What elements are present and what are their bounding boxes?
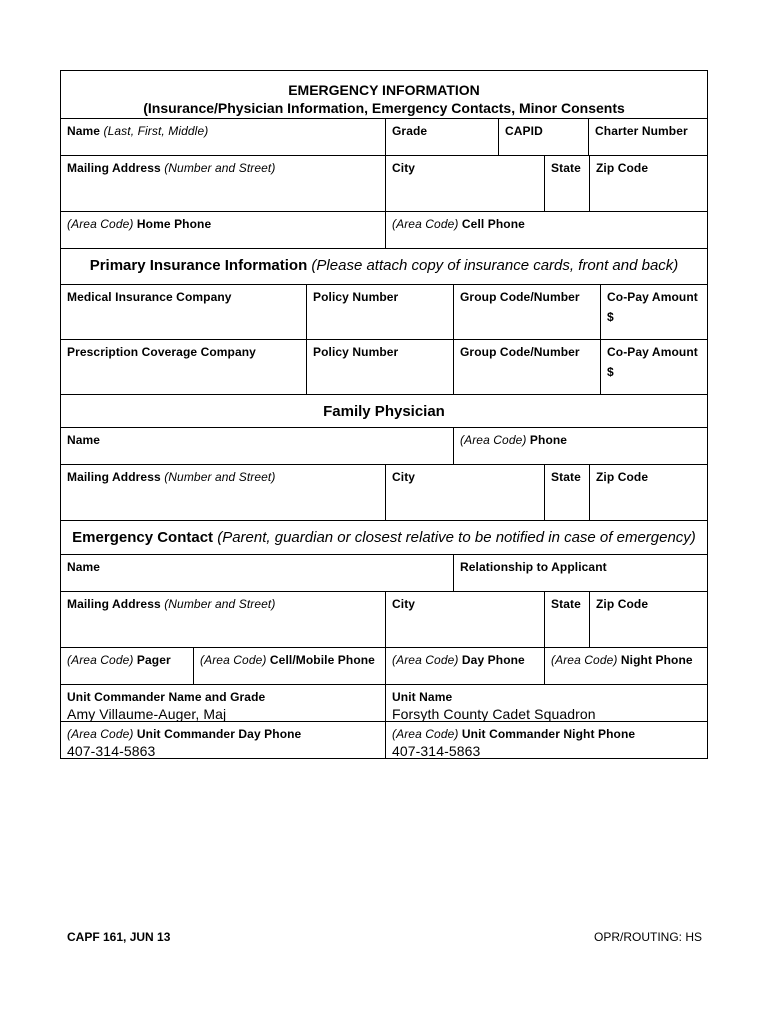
unit-commander-row bbox=[61, 684, 707, 721]
medical-copay-dollar: $ bbox=[607, 310, 614, 324]
insurance-heading-text: Primary Insurance Information bbox=[89, 257, 308, 274]
physician-address-label: Mailing Address bbox=[67, 470, 161, 484]
prescription-company-field[interactable] bbox=[61, 340, 306, 394]
medical-copay-label: Co-Pay Amount bbox=[607, 290, 698, 304]
emergency-state-label: State bbox=[551, 597, 581, 611]
unit-night-phone-area-code: (Area Code) bbox=[392, 727, 459, 741]
mailing-address-hint: (Number and Street) bbox=[164, 161, 276, 175]
prescription-policy-number-field[interactable] bbox=[306, 340, 453, 394]
insurance-heading-hint: (Please attach copy of insurance cards, front and back) bbox=[311, 257, 679, 274]
charter-number-label: Charter Number bbox=[595, 124, 688, 138]
mailing-address-field[interactable] bbox=[61, 156, 385, 211]
prescription-policy-number-label: Policy Number bbox=[313, 345, 399, 359]
prescription-copay-field[interactable] bbox=[600, 340, 707, 394]
medical-group-code-field[interactable] bbox=[453, 285, 600, 339]
emergency-name-field[interactable] bbox=[61, 555, 453, 591]
night-phone-field[interactable] bbox=[544, 648, 707, 684]
physician-address-row bbox=[61, 464, 707, 520]
pager-field[interactable] bbox=[61, 648, 193, 684]
zip-code-label: Zip Code bbox=[596, 161, 649, 175]
emergency-city-field[interactable] bbox=[385, 592, 544, 647]
medical-insurance-company-field[interactable] bbox=[61, 285, 306, 339]
unit-day-phone-area-code: (Area Code) bbox=[67, 727, 134, 741]
physician-name-row bbox=[61, 427, 707, 464]
cell-mobile-area-code: (Area Code) bbox=[200, 653, 267, 667]
medical-insurance-company-label: Medical Insurance Company bbox=[67, 290, 232, 304]
prescription-copay-dollar: $ bbox=[607, 365, 614, 379]
emergency-state-field[interactable] bbox=[544, 592, 589, 647]
cell-phone-label: Cell Phone bbox=[461, 217, 525, 231]
day-phone-area-code: (Area Code) bbox=[392, 653, 459, 667]
name-row bbox=[61, 118, 707, 155]
relationship-field[interactable] bbox=[453, 555, 707, 591]
emergency-address-row bbox=[61, 591, 707, 647]
form-title bbox=[61, 71, 707, 118]
prescription-row bbox=[61, 339, 707, 394]
physician-state-label: State bbox=[551, 470, 581, 484]
medical-policy-number-field[interactable] bbox=[306, 285, 453, 339]
opr-routing: OPR/ROUTING: HS bbox=[593, 930, 702, 944]
unit-day-phone-field[interactable] bbox=[61, 722, 385, 758]
physician-name-field[interactable] bbox=[61, 428, 453, 464]
unit-name-field[interactable] bbox=[385, 685, 707, 721]
medical-policy-number-label: Policy Number bbox=[313, 290, 399, 304]
emergency-phone-row bbox=[61, 647, 707, 684]
unit-day-phone-label: Unit Commander Day Phone bbox=[136, 727, 302, 741]
pager-label: Pager bbox=[136, 653, 171, 667]
charter-number-field[interactable] bbox=[588, 119, 707, 155]
unit-name-value: Forsyth County Cadet Squadron bbox=[392, 706, 596, 722]
city-label: City bbox=[392, 161, 416, 175]
unit-day-phone-value: 407-314-5863 bbox=[67, 743, 156, 759]
night-phone-label: Night Phone bbox=[620, 653, 693, 667]
emergency-information-form bbox=[60, 70, 708, 759]
emergency-zip-label: Zip Code bbox=[596, 597, 649, 611]
cell-mobile-phone-field[interactable] bbox=[193, 648, 385, 684]
capid-field[interactable] bbox=[498, 119, 588, 155]
name-field[interactable] bbox=[61, 119, 385, 155]
grade-label: Grade bbox=[392, 124, 428, 138]
day-phone-label: Day Phone bbox=[461, 653, 525, 667]
cell-phone-field[interactable] bbox=[385, 212, 707, 248]
emergency-address-hint: (Number and Street) bbox=[164, 597, 276, 611]
capid-label: CAPID bbox=[505, 124, 543, 138]
physician-phone-area-code: (Area Code) bbox=[460, 433, 527, 447]
cell-phone-area-code: (Area Code) bbox=[392, 217, 459, 231]
physician-address-field[interactable] bbox=[61, 465, 385, 520]
emergency-address-label: Mailing Address bbox=[67, 597, 161, 611]
unit-commander-value: Amy Villaume-Auger, Maj bbox=[67, 706, 227, 722]
emergency-zip-field[interactable] bbox=[589, 592, 707, 647]
physician-city-field[interactable] bbox=[385, 465, 544, 520]
physician-name-label: Name bbox=[67, 433, 101, 447]
medical-copay-field[interactable] bbox=[600, 285, 707, 339]
physician-heading-text: Family Physician bbox=[323, 403, 445, 420]
name-hint: (Last, First, Middle) bbox=[103, 124, 209, 138]
grade-field[interactable] bbox=[385, 119, 498, 155]
physician-phone-field[interactable] bbox=[453, 428, 707, 464]
prescription-group-code-field[interactable] bbox=[453, 340, 600, 394]
emergency-contact-heading-hint: (Parent, guardian or closest relative to be notified in case of emergency) bbox=[217, 529, 696, 546]
form-title-line2: (Insurance/Physician Information, Emergency Contacts, Minor Consents bbox=[143, 100, 625, 116]
physician-address-hint: (Number and Street) bbox=[164, 470, 276, 484]
unit-phone-row bbox=[61, 721, 707, 758]
prescription-copay-label: Co-Pay Amount bbox=[607, 345, 698, 359]
city-field[interactable] bbox=[385, 156, 544, 211]
state-field[interactable] bbox=[544, 156, 589, 211]
home-phone-label: Home Phone bbox=[136, 217, 212, 231]
name-label: Name bbox=[67, 124, 101, 138]
phone-row bbox=[61, 211, 707, 248]
unit-commander-label: Unit Commander Name and Grade bbox=[67, 690, 266, 704]
unit-night-phone-value: 407-314-5863 bbox=[392, 743, 481, 759]
home-phone-area-code: (Area Code) bbox=[67, 217, 134, 231]
medical-group-code-label: Group Code/Number bbox=[460, 290, 580, 304]
emergency-contact-heading-text: Emergency Contact bbox=[72, 529, 214, 546]
unit-night-phone-label: Unit Commander Night Phone bbox=[461, 727, 636, 741]
unit-night-phone-field[interactable] bbox=[385, 722, 707, 758]
emergency-city-label: City bbox=[392, 597, 416, 611]
day-phone-field[interactable] bbox=[385, 648, 544, 684]
prescription-company-label: Prescription Coverage Company bbox=[67, 345, 256, 359]
form-identifier: CAPF 161, JUN 13 bbox=[67, 930, 171, 944]
insurance-heading bbox=[61, 248, 707, 284]
night-phone-area-code: (Area Code) bbox=[551, 653, 618, 667]
form-title-line1: EMERGENCY INFORMATION bbox=[288, 82, 480, 98]
address-row bbox=[61, 155, 707, 211]
zip-code-field[interactable] bbox=[589, 156, 707, 211]
mailing-address-label: Mailing Address bbox=[67, 161, 161, 175]
physician-city-label: City bbox=[392, 470, 416, 484]
physician-heading bbox=[61, 394, 707, 427]
emergency-name-row bbox=[61, 554, 707, 591]
cell-mobile-label: Cell/Mobile Phone bbox=[269, 653, 375, 667]
physician-zip-field[interactable] bbox=[589, 465, 707, 520]
emergency-name-label: Name bbox=[67, 560, 101, 574]
emergency-contact-heading bbox=[61, 520, 707, 554]
physician-state-field[interactable] bbox=[544, 465, 589, 520]
relationship-label: Relationship to Applicant bbox=[460, 560, 607, 574]
prescription-group-code-label: Group Code/Number bbox=[460, 345, 580, 359]
unit-name-label: Unit Name bbox=[392, 690, 453, 704]
physician-zip-label: Zip Code bbox=[596, 470, 649, 484]
emergency-address-field[interactable] bbox=[61, 592, 385, 647]
medical-insurance-row bbox=[61, 284, 707, 339]
home-phone-field[interactable] bbox=[61, 212, 385, 248]
pager-area-code: (Area Code) bbox=[67, 653, 134, 667]
physician-phone-label: Phone bbox=[529, 433, 568, 447]
state-label: State bbox=[551, 161, 581, 175]
unit-commander-field[interactable] bbox=[61, 685, 385, 721]
